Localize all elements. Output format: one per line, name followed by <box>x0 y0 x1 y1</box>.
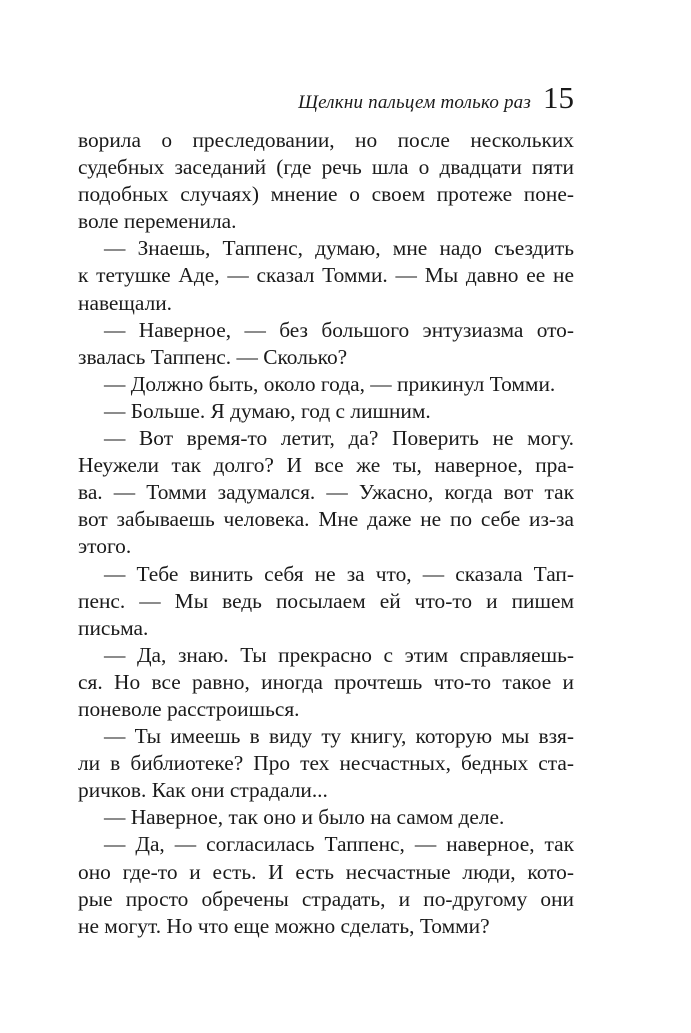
text-line: — Тебе винить себя не за что, — сказала Тап- <box>104 561 574 586</box>
text-line: ва. — Томми задумался. — Ужасно, когда вот так <box>78 480 574 505</box>
text-line: — Должно быть, около года, — прикинул Томми. <box>104 371 556 396</box>
text-line: подобных случаях) мнение о своем протеже поне- <box>78 182 574 207</box>
text-line: звалась Таппенс. — Сколько? <box>78 344 348 369</box>
text-line: — Вот время-то летит, да? Поверить не могу. <box>104 426 574 451</box>
text-line: — Наверное, — без большого энтузиазма ото- <box>104 317 574 342</box>
text-line: ворила о преследовании, но после нескольких <box>78 128 574 152</box>
text-line: — Ты имеешь в виду ту книгу, которую мы взя- <box>104 724 574 749</box>
text-line: пенс. — Мы ведь посылаем ей что-то и пишем <box>78 588 574 613</box>
page-number: 15 <box>543 80 574 115</box>
book-title: Щелкни пальцем только раз <box>298 92 531 113</box>
text-line: Неужели так долго? И все же ты, наверное, пра- <box>78 453 574 478</box>
text-line: судебных заседаний (где речь шла о двадцати пяти <box>78 155 574 180</box>
text-line: — Наверное, так оно и было на самом деле. <box>104 805 505 830</box>
text-line: этого. <box>78 534 132 559</box>
text-line: к тетушке Аде, — сказал Томми. — Мы давно ее не <box>78 263 574 288</box>
text-line: ричков. Как они страдали... <box>78 778 328 803</box>
text-line: ся. Но все равно, иногда прочтешь что-то такое и <box>78 669 574 694</box>
text-line: — Да, знаю. Ты прекрасно с этим справляешь- <box>104 642 574 667</box>
text-line: письма. <box>78 615 149 640</box>
text-line: не могут. Но что еще можно сделать, Томми? <box>78 913 490 938</box>
text-line: — Да, — согласилась Таппенс, — наверное, так <box>104 832 574 857</box>
text-line: — Знаешь, Таппенс, думаю, мне надо съездить <box>104 236 574 261</box>
text-line: воле переменила. <box>78 209 237 234</box>
text-line: ли в библиотеке? Про тех несчастных, бедных ста- <box>78 751 574 776</box>
text-line: вот забываешь человека. Мне даже не по себе из-за <box>78 507 574 532</box>
text-line: поневоле расстроишься. <box>78 696 300 721</box>
text-line: навещали. <box>78 290 173 315</box>
text-line: — Больше. Я думаю, год с лишним. <box>104 398 431 423</box>
text-line: оно где-то и есть. И есть несчастные люди, кото- <box>78 859 574 884</box>
running-header <box>78 80 574 116</box>
body-text <box>78 127 574 940</box>
text-line: рые просто обречены страдать, и по-другому они <box>78 886 574 911</box>
